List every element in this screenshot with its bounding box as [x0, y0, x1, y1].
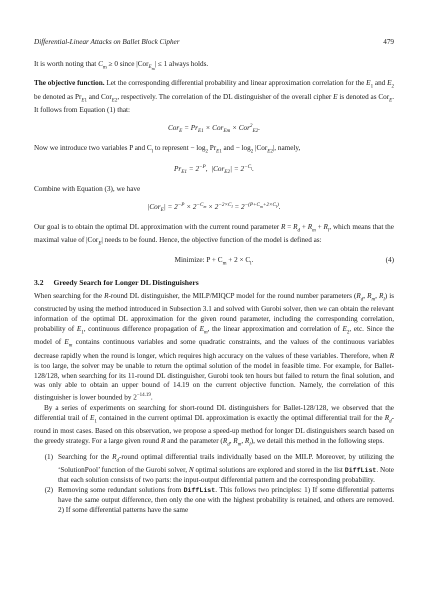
list-item-text: Removing some redundant solutions from DiffList. This follows two principles: 1) If some differential patterns have the same output difference, then only the one with the highest probability is retained, and others are removed. 2) If some differential patterns have the same	[58, 486, 395, 515]
list-item	[34, 486, 394, 516]
list-item-label: (1)	[44, 453, 53, 462]
equation-combined: $|Cor_E| = 2^{-P} \times 2^{-C_m} \times 2^{-2\times C_l} = 2^{-(P+C_m+2\times C_l)}$.	[147, 202, 281, 213]
list-item	[34, 453, 394, 486]
section-paragraph-2: By a series of experiments on searching for short-round DL distinguishers for Ballet-128/128, we observed that the differential trail of $E_1$ contained in the current optimal DL approximation is exactly the optimal differential trail for the $R_d$-round in most cases. Based on this observation, we propose a speed-up method for longer DL distinguishers search based on the greedy strategy. For a large given round R and the parameter ($R_d$, $R_m$, $R_l$), we detail this method in the following steps.	[34, 403, 395, 448]
section-title: Greedy Search for Longer DL Distinguishers	[53, 277, 199, 287]
steps-list	[34, 453, 394, 516]
variables-paragraph: Now we introduce two variables P and $C_l$ to represent − $\log_2 Pr_{E1}$ and − $\log_2 |Cor_{E2}|$, namely,	[34, 143, 301, 155]
objective-paragraph: The objective function. Let the corresponding differential probability and linear approximation correlation for the $E_1$ and $E_2$ be denoted as $Pr_{E1}$ and Cor$_{E2}$, respectively. The correlation of the DL distinguisher of the overall cipher E is denoted as Cor$_E$. It follows from Equation (1) that:	[34, 79, 394, 115]
equation-number: (4)	[385, 255, 394, 264]
equation-objective: Minimize: $P + C_m + 2 \times C_l$. (4)	[174, 255, 394, 267]
objective-heading: The objective function.	[34, 79, 105, 88]
page-header	[34, 38, 394, 46]
equation-variables: $Pr_{E1} = 2^{-P}$, $|Cor_{E2}| = 2^{-C_l}$.	[174, 164, 254, 176]
page-content	[34, 60, 394, 516]
intro-line: It is worth noting that $C_m \ge 0$ since |Cor$_{E_m}$| ≤ 1 always holds.	[34, 60, 209, 72]
section-heading	[34, 278, 394, 288]
running-title: Differential-Linear Attacks on Ballet Block Cipher	[34, 38, 180, 46]
list-item-text: Searching for the $R_d$-round optimal differential trails individually based on the MILP. Moreover, by utilizing the ‘SolutionPool’ function of the Gurobi solver, N optimal solutions are explored and stored in the list DiffList. Note that each solution consists of two parts: the input-output differential pattern and the corresponding probability.	[58, 453, 394, 485]
page-number: 479	[383, 38, 394, 46]
equation-cor-e: $Cor_E = Pr_{E1} \times Cor_{Em} \times Cor^2_{E2}$.	[167, 122, 261, 134]
list-item-label: (2)	[44, 486, 53, 495]
section-number: 3.2	[34, 277, 44, 287]
section-paragraph-1: When searching for the R-round DL distinguisher, the MILP/MIQCP model for the round number parameters ($R_d$, $R_m$, $R_l$) is constructed by using the method introduced in Subsection 3.1 and solved with Gurobi solver, then we can obtain the relevant information of the optimal DL approximation for the given round parameter, including the corresponding correlation, probability of $E_1$, continuous difference propagation of $E_m$, the linear approximation and correlation of $E_2$, etc. Since the model of $E_m$ contains continuous variables and some quadratic constraints, and the values of the continuous variables decrease rapidly when the round is longer, which requires high accuracy on the values of these variables. Therefore, when R is too large, the solver may be unable to return the optimal solution of the model in feasible time. For example, for Ballet-128/128, when searching for its 11-round DL distinguisher, Gurobi took ten hours but failed to return the final solution, and was only able to obtain an upper bound of 14.19 on the current objective function. Namely, the correlation of this distinguisher is lower bounded by $2^{-14.19}$.	[34, 291, 395, 402]
goal-paragraph: Our goal is to obtain the optimal DL approximation with the current round parameter $R = R_d + R_m + R_l$, which means that the maximal value of |Cor$_E$| needs to be found. Hence, the objective function of the model is defined as:	[34, 222, 394, 247]
combine-paragraph: Combine with Equation (3), we have	[34, 185, 141, 194]
